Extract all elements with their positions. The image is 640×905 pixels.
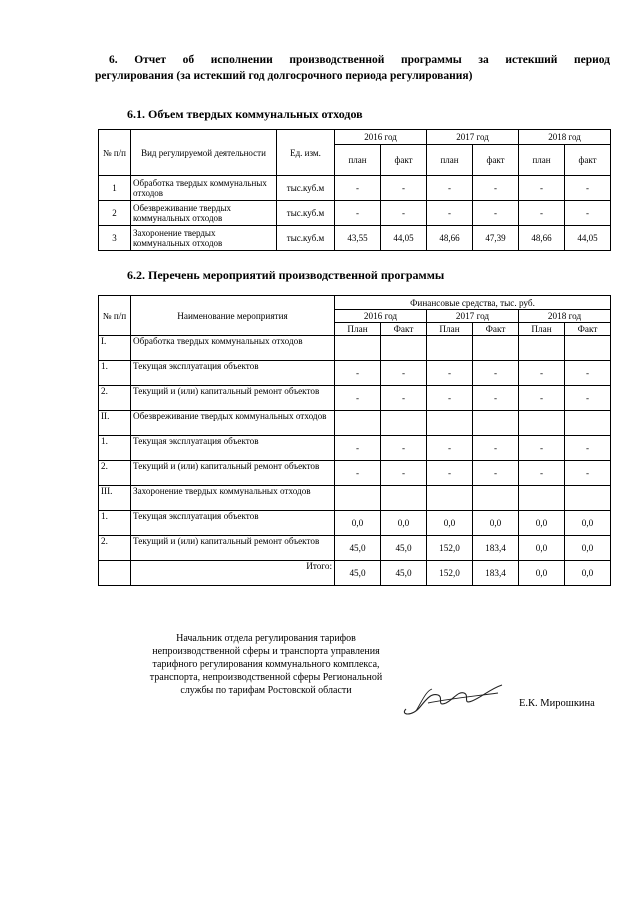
cell-value bbox=[565, 486, 611, 511]
cell-value: - bbox=[381, 201, 427, 226]
table-row bbox=[99, 176, 611, 201]
heading-line-2: регулирования (за истекший год долгосрочного периода регулирования) bbox=[95, 70, 473, 82]
section-2-title: 6.2. Перечень мероприятий производственной программы bbox=[127, 268, 445, 282]
cell-value: - bbox=[473, 436, 519, 461]
plan-header: План bbox=[519, 323, 565, 336]
row-unit: тыс.куб.м bbox=[277, 201, 335, 226]
cell-value: 0,0 bbox=[381, 511, 427, 536]
position-line: непроизводственной сферы и транспорта управления bbox=[152, 646, 380, 657]
cell-value: - bbox=[565, 361, 611, 386]
cell-value: - bbox=[565, 436, 611, 461]
volume-table bbox=[98, 129, 611, 251]
year-header: 2018 год bbox=[519, 130, 611, 145]
cell-value bbox=[565, 411, 611, 436]
table-row bbox=[99, 361, 611, 386]
table-row bbox=[99, 336, 611, 361]
cell-value: 152,0 bbox=[427, 561, 473, 586]
table-row bbox=[99, 486, 611, 511]
year-header: 2017 год bbox=[427, 310, 519, 323]
cell-value: - bbox=[427, 386, 473, 411]
cell-value: 0,0 bbox=[427, 511, 473, 536]
cell-value bbox=[381, 336, 427, 361]
cell-value: - bbox=[565, 461, 611, 486]
signatory-position bbox=[116, 632, 416, 697]
cell-value: 0,0 bbox=[565, 511, 611, 536]
year-header: 2017 год bbox=[427, 130, 519, 145]
measures-table bbox=[98, 295, 611, 586]
row-num: 2. bbox=[99, 386, 131, 411]
position-line: тарифного регулирования коммунального комплекса, bbox=[152, 659, 380, 670]
table-row bbox=[99, 411, 611, 436]
cell-value: - bbox=[335, 361, 381, 386]
cell-value: 44,05 bbox=[381, 226, 427, 251]
cell-value: 45,0 bbox=[335, 536, 381, 561]
row-num: 1. bbox=[99, 361, 131, 386]
cell-value: - bbox=[519, 361, 565, 386]
cell-value bbox=[473, 336, 519, 361]
year-header: 2018 год bbox=[519, 310, 611, 323]
plan-header: план bbox=[519, 145, 565, 176]
row-name: Текущий и (или) капитальный ремонт объектов bbox=[131, 386, 335, 411]
table-row bbox=[99, 436, 611, 461]
row-name: Текущий и (или) капитальный ремонт объектов bbox=[131, 536, 335, 561]
cell-value bbox=[381, 411, 427, 436]
total-label: Итого: bbox=[131, 561, 335, 586]
cell-value bbox=[335, 486, 381, 511]
cell-value bbox=[473, 486, 519, 511]
cell-value: 45,0 bbox=[381, 536, 427, 561]
cell-value: 43,55 bbox=[335, 226, 381, 251]
fact-header: факт bbox=[473, 145, 519, 176]
cell-value: - bbox=[381, 386, 427, 411]
cell-value bbox=[381, 486, 427, 511]
cell-value: - bbox=[473, 176, 519, 201]
cell-value: 0,0 bbox=[519, 561, 565, 586]
year-header: 2016 год bbox=[335, 310, 427, 323]
position-line: службы по тарифам Ростовской области bbox=[180, 685, 352, 696]
cell-value: - bbox=[427, 361, 473, 386]
row-num: III. bbox=[99, 486, 131, 511]
cell-value: - bbox=[473, 386, 519, 411]
cell-value bbox=[427, 486, 473, 511]
heading-line-1: 6. Отчет об исполнении производственной программы за истекший период bbox=[109, 54, 610, 66]
col-num-header: № п/п bbox=[99, 296, 131, 336]
signatory-name: Е.К. Мирошкина bbox=[519, 698, 595, 709]
cell-value: 45,0 bbox=[381, 561, 427, 586]
cell-value: 48,66 bbox=[519, 226, 565, 251]
cell-value: 44,05 bbox=[565, 226, 611, 251]
cell-value: - bbox=[427, 176, 473, 201]
fact-header: факт bbox=[381, 145, 427, 176]
cell-value: 0,0 bbox=[519, 511, 565, 536]
cell-value: - bbox=[427, 436, 473, 461]
cell-value: - bbox=[519, 461, 565, 486]
cell-value: 0,0 bbox=[335, 511, 381, 536]
col-activity-header: Вид регулируемой деятельности bbox=[131, 130, 277, 176]
cell-value bbox=[519, 486, 565, 511]
cell-value: 48,66 bbox=[427, 226, 473, 251]
table-row bbox=[99, 226, 611, 251]
cell-value: - bbox=[565, 201, 611, 226]
cell-value: 183,4 bbox=[473, 561, 519, 586]
row-num: 1. bbox=[99, 436, 131, 461]
row-unit: тыс.куб.м bbox=[277, 176, 335, 201]
cell-value bbox=[565, 336, 611, 361]
cell-value: - bbox=[473, 461, 519, 486]
position-line: транспорта, непроизводственной сферы Региональной bbox=[149, 672, 383, 683]
plan-header: план bbox=[427, 145, 473, 176]
cell-value: - bbox=[519, 201, 565, 226]
cell-value: 152,0 bbox=[427, 536, 473, 561]
fact-header: Факт bbox=[473, 323, 519, 336]
row-name: Захоронение твердых коммунальных отходов bbox=[131, 486, 335, 511]
cell-value: - bbox=[565, 386, 611, 411]
cell-value: 0,0 bbox=[473, 511, 519, 536]
row-num: 1. bbox=[99, 511, 131, 536]
cell-value: 183,4 bbox=[473, 536, 519, 561]
cell-value: - bbox=[473, 201, 519, 226]
row-num: 3 bbox=[99, 226, 131, 251]
cell-value: 0,0 bbox=[519, 536, 565, 561]
row-num: II. bbox=[99, 411, 131, 436]
col-num-header: № п/п bbox=[99, 130, 131, 176]
table-row bbox=[99, 511, 611, 536]
finance-header: Финансовые средства, тыс. руб. bbox=[335, 296, 611, 310]
cell-value bbox=[335, 411, 381, 436]
cell-value: - bbox=[519, 436, 565, 461]
cell-value: 0,0 bbox=[565, 536, 611, 561]
row-name: Обезвреживание твердых коммунальных отходов bbox=[131, 201, 277, 226]
cell-value: - bbox=[427, 461, 473, 486]
row-num: 2. bbox=[99, 536, 131, 561]
cell-value: - bbox=[335, 386, 381, 411]
year-header: 2016 год bbox=[335, 130, 427, 145]
row-name: Захоронение твердых коммунальных отходов bbox=[131, 226, 277, 251]
plan-header: план bbox=[335, 145, 381, 176]
row-name: Обработка твердых коммунальных отходов bbox=[131, 336, 335, 361]
col-unit-header: Ед. изм. bbox=[277, 130, 335, 176]
row-num: 2. bbox=[99, 461, 131, 486]
cell-value: - bbox=[335, 176, 381, 201]
cell-value: - bbox=[335, 461, 381, 486]
cell-value: 47,39 bbox=[473, 226, 519, 251]
cell-value bbox=[427, 336, 473, 361]
row-name: Текущая эксплуатация объектов bbox=[131, 511, 335, 536]
total-row bbox=[99, 561, 611, 586]
row-num: I. bbox=[99, 336, 131, 361]
cell-value: - bbox=[565, 176, 611, 201]
row-name: Текущая эксплуатация объектов bbox=[131, 361, 335, 386]
table-row bbox=[99, 536, 611, 561]
cell-value: - bbox=[381, 436, 427, 461]
plan-header: План bbox=[427, 323, 473, 336]
plan-header: План bbox=[335, 323, 381, 336]
row-name: Обработка твердых коммунальных отходов bbox=[131, 176, 277, 201]
row-name: Обезвреживание твердых коммунальных отходов bbox=[131, 411, 335, 436]
cell-value: 45,0 bbox=[335, 561, 381, 586]
cell-value bbox=[519, 336, 565, 361]
cell-value bbox=[427, 411, 473, 436]
cell-value: - bbox=[519, 176, 565, 201]
cell-value: - bbox=[335, 436, 381, 461]
cell-value: - bbox=[381, 461, 427, 486]
row-unit: тыс.куб.м bbox=[277, 226, 335, 251]
col-name-header: Наименование мероприятия bbox=[131, 296, 335, 336]
row-num: 1 bbox=[99, 176, 131, 201]
cell-value: 0,0 bbox=[565, 561, 611, 586]
cell-value bbox=[335, 336, 381, 361]
cell-value: - bbox=[381, 361, 427, 386]
position-line: Начальник отдела регулирования тарифов bbox=[176, 633, 356, 644]
cell-value bbox=[473, 411, 519, 436]
handwritten-signature bbox=[398, 679, 508, 719]
report-heading bbox=[95, 52, 610, 84]
row-name: Текущая эксплуатация объектов bbox=[131, 436, 335, 461]
row-num: 2 bbox=[99, 201, 131, 226]
table-row bbox=[99, 386, 611, 411]
row-name: Текущий и (или) капитальный ремонт объектов bbox=[131, 461, 335, 486]
cell-value: - bbox=[473, 361, 519, 386]
section-1-title: 6.1. Объем твердых коммунальных отходов bbox=[127, 107, 363, 121]
fact-header: Факт bbox=[565, 323, 611, 336]
cell-value: - bbox=[381, 176, 427, 201]
cell-value bbox=[519, 411, 565, 436]
fact-header: факт bbox=[565, 145, 611, 176]
cell-value: - bbox=[427, 201, 473, 226]
cell-value: - bbox=[519, 386, 565, 411]
table-row bbox=[99, 461, 611, 486]
fact-header: Факт bbox=[381, 323, 427, 336]
cell-value: - bbox=[335, 201, 381, 226]
table-row bbox=[99, 201, 611, 226]
